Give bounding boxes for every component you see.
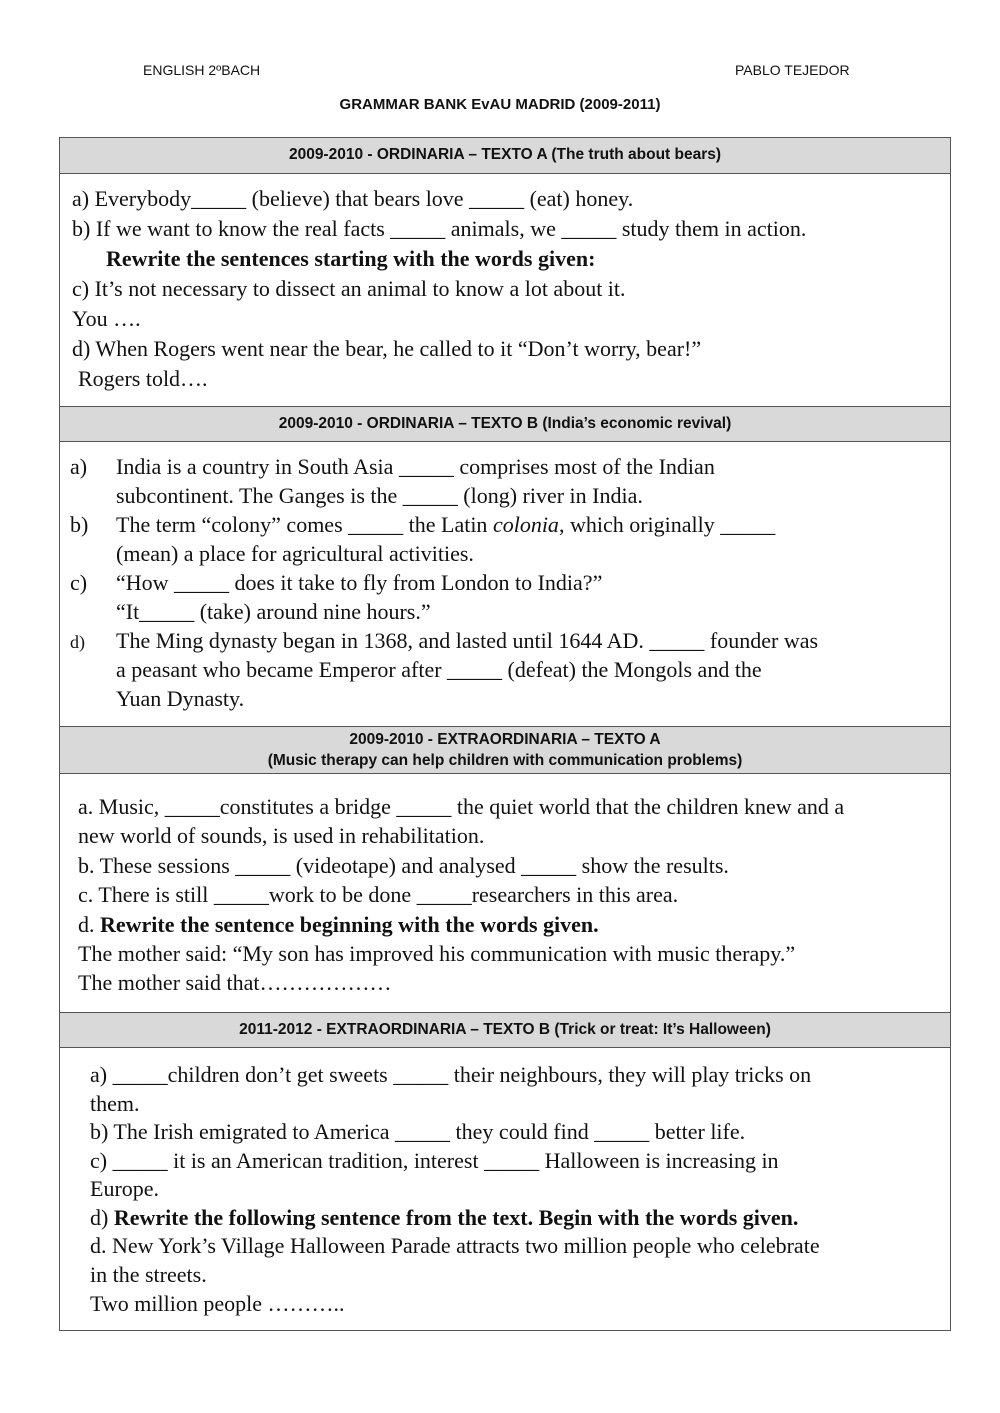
exercise-line: b) The Irish emigrated to America _____ they could find _____ better life. (90, 1119, 746, 1144)
exercise-line: them. (90, 1091, 140, 1116)
item-label: d) (70, 632, 85, 652)
instruction-line: d. Rewrite the sentence beginning with the words given. (78, 912, 599, 937)
exercise-line: d. New York’s Village Halloween Parade attracts two million people who celebrate (90, 1233, 820, 1258)
exercise-line: The term “colony” comes _____ the Latin colonia, which originally _____ (116, 512, 776, 537)
section-subheading: (Music therapy can help children with communication problems) (267, 752, 743, 769)
exercise-line: Europe. (90, 1176, 160, 1201)
exercise-line: b) If we want to know the real facts _____ animals, we _____ study them in action. (72, 216, 807, 241)
section-body (60, 174, 950, 406)
exercise-line: new world of sounds, is used in rehabilitation. (78, 823, 485, 848)
exercise-line: “How _____ does it take to fly from London to India?” (116, 570, 603, 595)
exercise-line: (mean) a place for agricultural activities. (116, 541, 474, 566)
item-label: b) (70, 512, 89, 537)
section-heading: 2009-2010 - EXTRAORDINARIA – TEXTO A (Music therapy can help children with communication problems) (60, 726, 950, 774)
exercise-line: a. Music, _____constitutes a bridge _____ the quiet world that the children knew and a (78, 794, 845, 819)
exercise-line: b. These sessions _____ (videotape) and analysed _____ show the results. (78, 853, 729, 878)
header-course: ENGLISH 2ºBACH (143, 62, 261, 78)
section-body (60, 774, 950, 1012)
exercise-line: c. There is still _____work to be done _____researchers in this area. (78, 882, 679, 907)
exercise-line: in the streets. (90, 1262, 207, 1287)
exercise-line: d) When Rogers went near the bear, he called to it “Don’t worry, bear!” (72, 336, 702, 361)
exercise-line: The Ming dynasty began in 1368, and lasted until 1644 AD. _____ founder was (116, 628, 819, 653)
exercise-line: “It_____ (take) around nine hours.” (116, 599, 431, 624)
exercise-line: c) _____ it is an American tradition, interest _____ Halloween is increasing in (90, 1148, 779, 1173)
item-label: a) (70, 454, 88, 479)
exercise-line: subcontinent. The Ganges is the _____ (long) river in India. (116, 483, 643, 508)
header-author: PABLO TEJEDOR (735, 62, 850, 78)
exercise-line: a) Everybody_____ (believe) that bears love _____ (eat) honey. (72, 186, 634, 211)
section-heading: 2011-2012 - EXTRAORDINARIA – TEXTO B (Trick or treat: It’s Halloween) (60, 1012, 950, 1048)
page-title: GRAMMAR BANK EvAU MADRID (2009-2011) (339, 96, 661, 113)
section-body (60, 442, 950, 726)
exercise-line: Two million people ……….. (90, 1291, 345, 1316)
exercise-line: The mother said that……………… (78, 970, 392, 995)
section-body (60, 1048, 950, 1330)
instruction-line: d) Rewrite the following sentence from the text. Begin with the words given. (90, 1205, 799, 1230)
instruction-line: Rewrite the sentences starting with the words given: (106, 246, 596, 271)
section-heading: 2009-2010 - ORDINARIA – TEXTO B (India’s economic revival) (60, 406, 950, 442)
item-label: c) (70, 570, 88, 595)
section-heading: 2009-2010 - ORDINARIA – TEXTO A (The truth about bears) (60, 138, 950, 174)
exercise-line: India is a country in South Asia _____ comprises most of the Indian (116, 454, 715, 479)
exercise-line: c) It’s not necessary to dissect an animal to know a lot about it. (72, 276, 626, 301)
exercise-line: a) _____children don’t get sweets _____ their neighbours, they will play tricks on (90, 1062, 812, 1087)
exercise-line: The mother said: “My son has improved his communication with music therapy.” (78, 941, 796, 966)
exercise-table (59, 137, 951, 1331)
exercise-line: Rogers told…. (78, 366, 208, 391)
exercise-line: Yuan Dynasty. (116, 686, 245, 711)
exercise-line: You …. (72, 306, 141, 331)
exercise-line: a peasant who became Emperor after _____ (defeat) the Mongols and the (116, 657, 762, 682)
